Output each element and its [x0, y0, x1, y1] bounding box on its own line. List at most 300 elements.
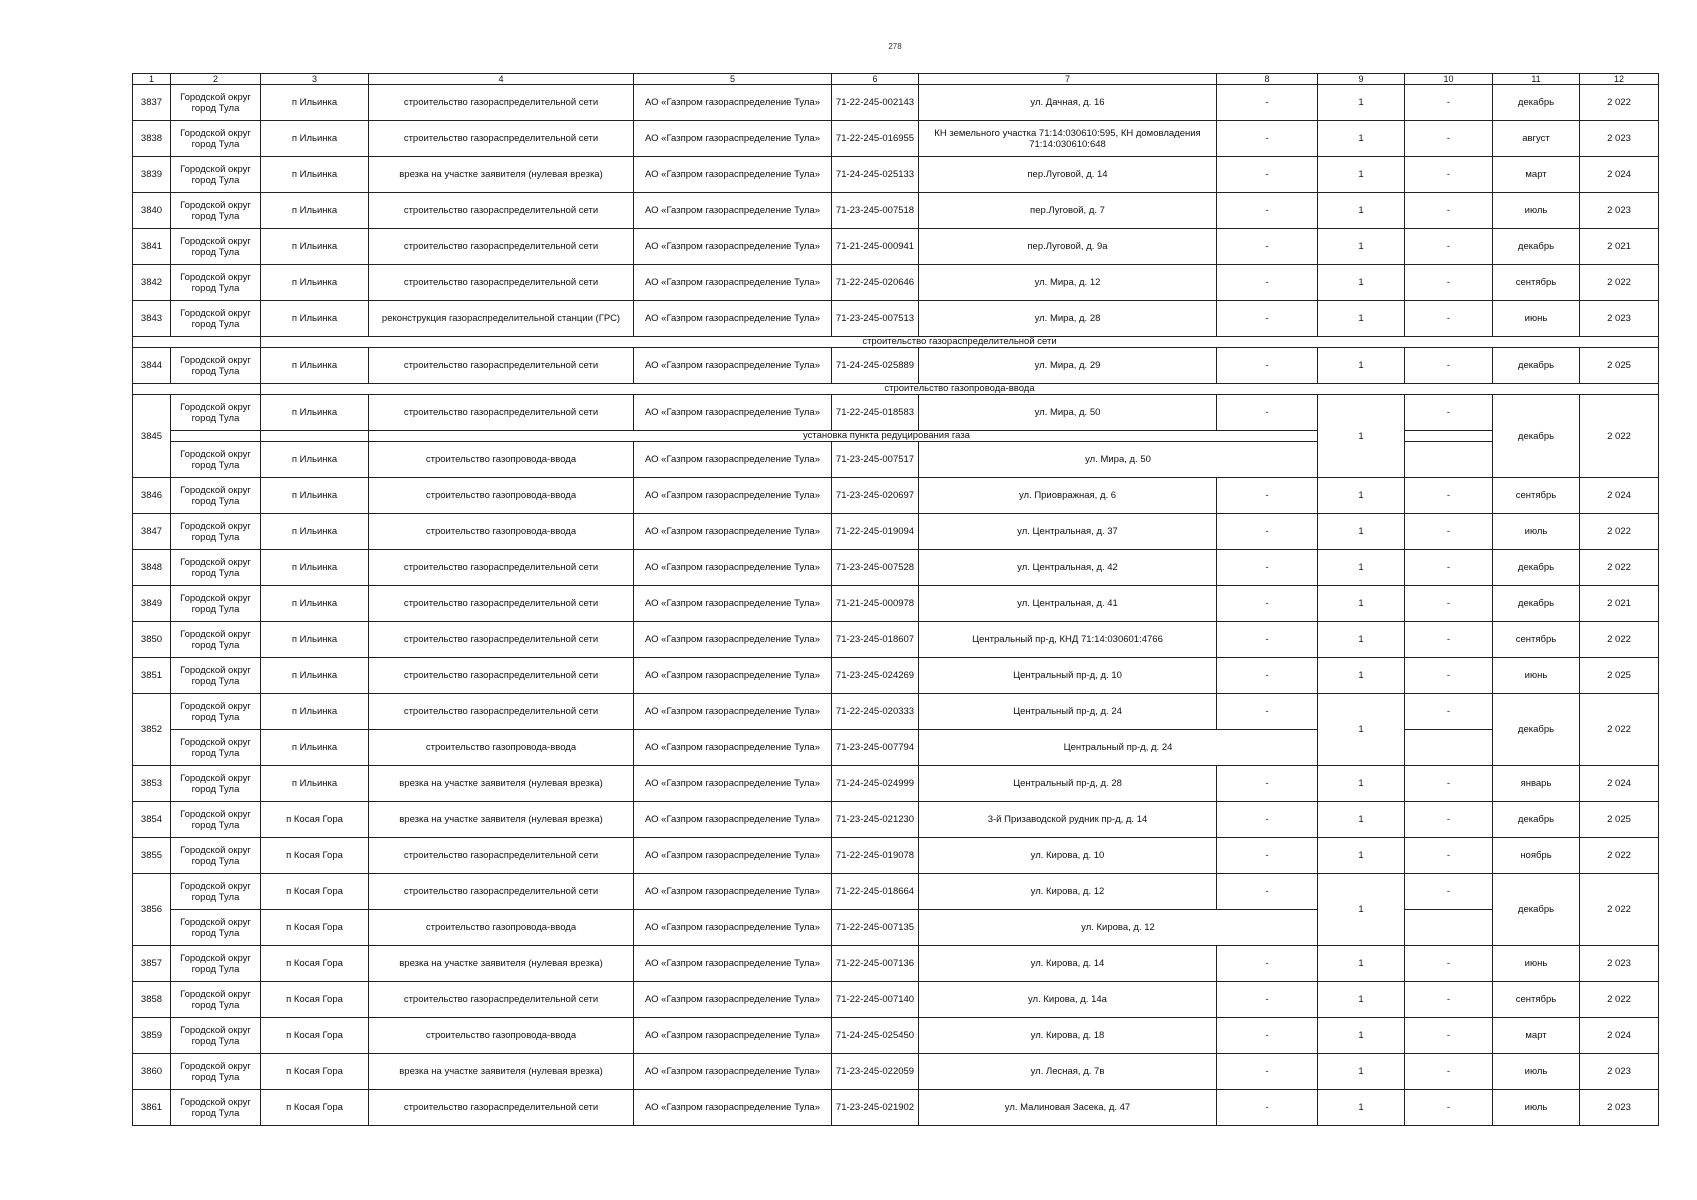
col8-cell: - [1217, 85, 1318, 121]
work-type-cell: строительство газораспределительной сети [369, 694, 634, 730]
organization-cell: АО «Газпром газораспределение Тула» [634, 442, 832, 478]
settlement-cell: п Косая Гора [261, 874, 369, 910]
month-cell: декабрь [1493, 694, 1580, 766]
district-cell: Городской округ город Тула [171, 802, 261, 838]
year-cell: 2 023 [1580, 1090, 1659, 1126]
settlement-cell: п Ильинка [261, 514, 369, 550]
district-cell: Городской округ город Тула [171, 193, 261, 229]
address-cell: ул. Центральная, д. 37 [919, 514, 1217, 550]
col9-cell: 1 [1318, 514, 1405, 550]
row-number: 3856 [133, 874, 171, 946]
section-row [133, 337, 1659, 348]
col9-cell: 1 [1318, 265, 1405, 301]
month-cell: сентябрь [1493, 982, 1580, 1018]
settlement-cell: п Косая Гора [261, 1054, 369, 1090]
table-row [133, 395, 1659, 431]
col10-cell: - [1405, 622, 1493, 658]
organization-cell: АО «Газпром газораспределение Тула» [634, 874, 832, 910]
row-number: 3854 [133, 802, 171, 838]
column-header: 7 [919, 74, 1217, 85]
address-cell: ул. Кирова, д. 14а [919, 982, 1217, 1018]
address-cell: пер.Луговой, д. 9а [919, 229, 1217, 265]
district-cell: Городской округ город Тула [171, 586, 261, 622]
request-code-cell: 71-23-245-022059 [832, 1054, 919, 1090]
settlement-cell: п Косая Гора [261, 1018, 369, 1054]
settlement-cell: п Ильинка [261, 85, 369, 121]
col8-cell: - [1217, 874, 1318, 910]
month-cell: декабрь [1493, 348, 1580, 384]
year-cell: 2 023 [1580, 301, 1659, 337]
month-cell: декабрь [1493, 85, 1580, 121]
table-row [133, 121, 1659, 157]
request-code-cell: 71-23-245-007518 [832, 193, 919, 229]
col9-cell: 1 [1318, 802, 1405, 838]
request-code-cell: 71-22-245-002143 [832, 85, 919, 121]
table-row [133, 550, 1659, 586]
work-type-cell: врезка на участке заявителя (нулевая врезка) [369, 946, 634, 982]
district-cell: Городской округ город Тула [171, 766, 261, 802]
table-row [133, 946, 1659, 982]
request-code-cell: 71-24-245-025133 [832, 157, 919, 193]
address-cell: ул. Мира, д. 12 [919, 265, 1217, 301]
month-cell: июнь [1493, 946, 1580, 982]
month-cell: декабрь [1493, 802, 1580, 838]
organization-cell: АО «Газпром газораспределение Тула» [634, 478, 832, 514]
year-cell: 2 023 [1580, 946, 1659, 982]
section-row [133, 431, 1659, 442]
col10-cell: - [1405, 478, 1493, 514]
col9-cell: 1 [1318, 694, 1405, 766]
col8-cell: - [1217, 193, 1318, 229]
address-cell: ул. Центральная, д. 41 [919, 586, 1217, 622]
row-number: 3845 [133, 395, 171, 478]
column-header: 12 [1580, 74, 1659, 85]
year-cell: 2 021 [1580, 229, 1659, 265]
request-code-cell: 71-22-245-007140 [832, 982, 919, 1018]
column-header: 4 [369, 74, 634, 85]
col9-cell: 1 [1318, 982, 1405, 1018]
col10-cell: - [1405, 121, 1493, 157]
year-cell: 2 023 [1580, 121, 1659, 157]
col8-cell: - [1217, 1018, 1318, 1054]
address-cell: ул. Мира, д. 28 [919, 301, 1217, 337]
district-cell: Городской округ город Тула [171, 622, 261, 658]
work-type-cell: реконструкция газораспределительной станции (ГРС) [369, 301, 634, 337]
year-cell: 2 024 [1580, 157, 1659, 193]
table-row [133, 874, 1659, 910]
request-code-cell: 71-23-245-021230 [832, 802, 919, 838]
blank-cell [171, 431, 261, 442]
col10-cell: - [1405, 658, 1493, 694]
month-cell: март [1493, 157, 1580, 193]
year-cell: 2 022 [1580, 514, 1659, 550]
request-code-cell: 71-23-245-007513 [832, 301, 919, 337]
district-cell: Городской округ город Тула [171, 301, 261, 337]
work-type-cell: строительство газопровода-ввода [369, 1018, 634, 1054]
request-code-cell: 71-23-245-024269 [832, 658, 919, 694]
col10-cell: - [1405, 550, 1493, 586]
col10-cell: - [1405, 85, 1493, 121]
blank-cell [133, 384, 261, 395]
organization-cell: АО «Газпром газораспределение Тула» [634, 1090, 832, 1126]
table-row [133, 514, 1659, 550]
col10-cell: - [1405, 586, 1493, 622]
col9-cell: 1 [1318, 301, 1405, 337]
col9-cell: 1 [1318, 121, 1405, 157]
column-header: 8 [1217, 74, 1318, 85]
work-type-cell: строительство газораспределительной сети [369, 550, 634, 586]
row-number: 3844 [133, 348, 171, 384]
col8-cell: - [1217, 658, 1318, 694]
district-cell: Городской округ город Тула [171, 982, 261, 1018]
settlement-cell: п Ильинка [261, 157, 369, 193]
column-header: 3 [261, 74, 369, 85]
row-number: 3850 [133, 622, 171, 658]
row-number: 3837 [133, 85, 171, 121]
col9-cell: 1 [1318, 586, 1405, 622]
col8-cell: - [1217, 694, 1318, 730]
address-cell: ул. Мира, д. 50 [919, 442, 1318, 478]
col8-cell: - [1217, 157, 1318, 193]
table-row [133, 442, 1659, 478]
row-number: 3849 [133, 586, 171, 622]
col8-cell: - [1217, 622, 1318, 658]
column-header: 6 [832, 74, 919, 85]
address-cell: ул. Кирова, д. 12 [919, 874, 1217, 910]
column-header: 9 [1318, 74, 1405, 85]
col8-cell: - [1217, 982, 1318, 1018]
table-row [133, 766, 1659, 802]
settlement-cell: п Ильинка [261, 301, 369, 337]
col10-cell: - [1405, 1090, 1493, 1126]
table-row [133, 838, 1659, 874]
col9-cell: 1 [1318, 478, 1405, 514]
request-code-cell: 71-23-245-007528 [832, 550, 919, 586]
settlement-cell: п Ильинка [261, 121, 369, 157]
address-cell: ул. Кирова, д. 10 [919, 838, 1217, 874]
address-cell: ул. Кирова, д. 14 [919, 946, 1217, 982]
request-code-cell: 71-22-245-007136 [832, 946, 919, 982]
month-cell: июль [1493, 193, 1580, 229]
col8-cell: - [1217, 395, 1318, 431]
col8-cell: - [1217, 1054, 1318, 1090]
col8-cell: - [1217, 514, 1318, 550]
col9-cell: 1 [1318, 1090, 1405, 1126]
organization-cell: АО «Газпром газораспределение Тула» [634, 348, 832, 384]
year-cell: 2 022 [1580, 85, 1659, 121]
table-row [133, 478, 1659, 514]
organization-cell: АО «Газпром газораспределение Тула» [634, 586, 832, 622]
year-cell: 2 022 [1580, 694, 1659, 766]
col9-cell: 1 [1318, 229, 1405, 265]
organization-cell: АО «Газпром газораспределение Тула» [634, 838, 832, 874]
settlement-cell: п Косая Гора [261, 946, 369, 982]
work-type-cell: строительство газораспределительной сети [369, 874, 634, 910]
settlement-cell: п Косая Гора [261, 910, 369, 946]
address-cell: ул. Малиновая Засека, д. 47 [919, 1090, 1217, 1126]
request-code-cell: 71-23-245-020697 [832, 478, 919, 514]
organization-cell: АО «Газпром газораспределение Тула» [634, 550, 832, 586]
section-label: строительство газораспределительной сети [261, 337, 1659, 348]
district-cell: Городской округ город Тула [171, 730, 261, 766]
row-number: 3859 [133, 1018, 171, 1054]
table-row [133, 229, 1659, 265]
work-type-cell: строительство газораспределительной сети [369, 265, 634, 301]
col10-cell: - [1405, 301, 1493, 337]
address-cell: Центральный пр-д, КНД 71:14:030601:4766 [919, 622, 1217, 658]
col9-cell: 1 [1318, 85, 1405, 121]
district-cell: Городской округ город Тула [171, 658, 261, 694]
col8-cell: - [1217, 1090, 1318, 1126]
address-cell: ул. Лесная, д. 7в [919, 1054, 1217, 1090]
table-row [133, 85, 1659, 121]
col8-cell: - [1217, 766, 1318, 802]
col8-cell: - [1217, 265, 1318, 301]
organization-cell: АО «Газпром газораспределение Тула» [634, 514, 832, 550]
row-number: 3853 [133, 766, 171, 802]
organization-cell: АО «Газпром газораспределение Тула» [634, 395, 832, 431]
organization-cell: АО «Газпром газораспределение Тула» [634, 1054, 832, 1090]
organization-cell: АО «Газпром газораспределение Тула» [634, 766, 832, 802]
column-header: 2 [171, 74, 261, 85]
work-type-cell: врезка на участке заявителя (нулевая врезка) [369, 157, 634, 193]
col9-cell: 1 [1318, 622, 1405, 658]
district-cell: Городской округ город Тула [171, 348, 261, 384]
month-cell: сентябрь [1493, 265, 1580, 301]
district-cell: Городской округ город Тула [171, 694, 261, 730]
month-cell: июнь [1493, 658, 1580, 694]
request-code-cell: 71-23-245-021902 [832, 1090, 919, 1126]
section-label: установка пункта редуцирования газа [369, 431, 1405, 442]
col9-cell: 1 [1318, 1018, 1405, 1054]
organization-cell: АО «Газпром газораспределение Тула» [634, 193, 832, 229]
col10-cell: - [1405, 395, 1493, 431]
work-type-cell: строительство газопровода-ввода [369, 910, 634, 946]
col8-cell: - [1217, 802, 1318, 838]
request-code-cell: 71-24-245-024999 [832, 766, 919, 802]
request-code-cell: 71-22-245-020333 [832, 694, 919, 730]
year-cell: 2 025 [1580, 802, 1659, 838]
organization-cell: АО «Газпром газораспределение Тула» [634, 694, 832, 730]
col9-cell: 1 [1318, 1054, 1405, 1090]
settlement-cell: п Косая Гора [261, 802, 369, 838]
district-cell: Городской округ город Тула [171, 874, 261, 910]
col10-cell: - [1405, 1018, 1493, 1054]
month-cell: июль [1493, 514, 1580, 550]
request-code-cell: 71-23-245-007517 [832, 442, 919, 478]
work-type-cell: врезка на участке заявителя (нулевая врезка) [369, 1054, 634, 1090]
month-cell: август [1493, 121, 1580, 157]
month-cell: декабрь [1493, 586, 1580, 622]
request-code-cell: 71-21-245-000941 [832, 229, 919, 265]
request-code-cell: 71-22-245-018583 [832, 395, 919, 431]
table-row [133, 348, 1659, 384]
district-cell: Городской округ город Тула [171, 838, 261, 874]
request-code-cell: 71-24-245-025450 [832, 1018, 919, 1054]
year-cell: 2 024 [1580, 1018, 1659, 1054]
year-cell: 2 022 [1580, 265, 1659, 301]
col8-cell: - [1217, 301, 1318, 337]
request-code-cell: 71-22-245-019094 [832, 514, 919, 550]
col9-cell: 1 [1318, 874, 1405, 946]
address-cell: пер.Луговой, д. 7 [919, 193, 1217, 229]
col10-cell: - [1405, 838, 1493, 874]
work-type-cell: строительство газораспределительной сети [369, 838, 634, 874]
month-cell: июнь [1493, 301, 1580, 337]
table-row [133, 910, 1659, 946]
col9-cell: 1 [1318, 157, 1405, 193]
settlement-cell: п Ильинка [261, 694, 369, 730]
organization-cell: АО «Газпром газораспределение Тула» [634, 265, 832, 301]
year-cell: 2 025 [1580, 658, 1659, 694]
col9-cell: 1 [1318, 395, 1405, 478]
table-row [133, 586, 1659, 622]
col10-cell: - [1405, 874, 1493, 910]
address-cell: пер.Луговой, д. 14 [919, 157, 1217, 193]
district-cell: Городской округ город Тула [171, 121, 261, 157]
column-header: 1 [133, 74, 171, 85]
col10-cell: - [1405, 348, 1493, 384]
address-cell: ул. Дачная, д. 16 [919, 85, 1217, 121]
organization-cell: АО «Газпром газораспределение Тула» [634, 157, 832, 193]
year-cell: 2 022 [1580, 622, 1659, 658]
settlement-cell: п Косая Гора [261, 1090, 369, 1126]
gasification-table [132, 73, 1659, 1126]
year-cell: 2 022 [1580, 982, 1659, 1018]
blank-cell [1405, 442, 1493, 478]
organization-cell: АО «Газпром газораспределение Тула» [634, 658, 832, 694]
col9-cell: 1 [1318, 193, 1405, 229]
settlement-cell: п Ильинка [261, 348, 369, 384]
col10-cell: - [1405, 946, 1493, 982]
work-type-cell: строительство газораспределительной сети [369, 658, 634, 694]
district-cell: Городской округ город Тула [171, 395, 261, 431]
col10-cell: - [1405, 265, 1493, 301]
settlement-cell: п Ильинка [261, 229, 369, 265]
work-type-cell: строительство газораспределительной сети [369, 622, 634, 658]
work-type-cell: строительство газопровода-ввода [369, 442, 634, 478]
address-cell: ул. Центральная, д. 42 [919, 550, 1217, 586]
address-cell: КН земельного участка 71:14:030610:595, КН домовладения 71:14:030610:648 [919, 121, 1217, 157]
year-cell: 2 021 [1580, 586, 1659, 622]
address-cell: Центральный пр-д, д. 24 [919, 694, 1217, 730]
work-type-cell: строительство газопровода-ввода [369, 514, 634, 550]
address-cell: ул. Мира, д. 50 [919, 395, 1217, 431]
row-number: 3848 [133, 550, 171, 586]
col10-cell: - [1405, 514, 1493, 550]
col10-cell: - [1405, 1054, 1493, 1090]
col8-cell: - [1217, 121, 1318, 157]
month-cell: июль [1493, 1054, 1580, 1090]
district-cell: Городской округ город Тула [171, 514, 261, 550]
col9-cell: 1 [1318, 946, 1405, 982]
col8-cell: - [1217, 586, 1318, 622]
month-cell: сентябрь [1493, 622, 1580, 658]
address-cell: Центральный пр-д, д. 10 [919, 658, 1217, 694]
row-number: 3861 [133, 1090, 171, 1126]
row-number: 3857 [133, 946, 171, 982]
month-cell: декабрь [1493, 395, 1580, 478]
work-type-cell: строительство газораспределительной сети [369, 586, 634, 622]
month-cell: декабрь [1493, 229, 1580, 265]
request-code-cell: 71-22-245-016955 [832, 121, 919, 157]
col10-cell: - [1405, 766, 1493, 802]
col10-cell: - [1405, 802, 1493, 838]
organization-cell: АО «Газпром газораспределение Тула» [634, 946, 832, 982]
settlement-cell: п Ильинка [261, 766, 369, 802]
request-code-cell: 71-23-245-007794 [832, 730, 919, 766]
header-row [133, 74, 1659, 85]
table-row [133, 1018, 1659, 1054]
settlement-cell: п Ильинка [261, 550, 369, 586]
year-cell: 2 024 [1580, 478, 1659, 514]
address-cell: Центральный пр-д, д. 28 [919, 766, 1217, 802]
blank-cell [1405, 730, 1493, 766]
month-cell: декабрь [1493, 874, 1580, 946]
district-cell: Городской округ город Тула [171, 1018, 261, 1054]
col10-cell: - [1405, 982, 1493, 1018]
year-cell: 2 022 [1580, 838, 1659, 874]
work-type-cell: врезка на участке заявителя (нулевая врезка) [369, 802, 634, 838]
settlement-cell: п Ильинка [261, 622, 369, 658]
table-row [133, 802, 1659, 838]
col10-cell: - [1405, 694, 1493, 730]
blank-cell [1405, 431, 1493, 442]
col9-cell: 1 [1318, 550, 1405, 586]
request-code-cell: 71-22-245-020646 [832, 265, 919, 301]
address-cell: 3-й Призаводской рудник пр-д, д. 14 [919, 802, 1217, 838]
table-row [133, 694, 1659, 730]
col9-cell: 1 [1318, 766, 1405, 802]
work-type-cell: строительство газораспределительной сети [369, 348, 634, 384]
settlement-cell: п Косая Гора [261, 838, 369, 874]
year-cell: 2 022 [1580, 550, 1659, 586]
organization-cell: АО «Газпром газораспределение Тула» [634, 121, 832, 157]
work-type-cell: строительство газораспределительной сети [369, 982, 634, 1018]
month-cell: июль [1493, 1090, 1580, 1126]
request-code-cell: 71-22-245-007135 [832, 910, 919, 946]
settlement-cell: п Ильинка [261, 478, 369, 514]
work-type-cell: врезка на участке заявителя (нулевая врезка) [369, 766, 634, 802]
year-cell: 2 025 [1580, 348, 1659, 384]
year-cell: 2 023 [1580, 193, 1659, 229]
work-type-cell: строительство газораспределительной сети [369, 121, 634, 157]
district-cell: Городской округ город Тула [171, 910, 261, 946]
col8-cell: - [1217, 348, 1318, 384]
table-row [133, 301, 1659, 337]
col9-cell: 1 [1318, 658, 1405, 694]
address-cell: ул. Кирова, д. 18 [919, 1018, 1217, 1054]
request-code-cell: 71-22-245-019078 [832, 838, 919, 874]
district-cell: Городской округ город Тула [171, 1054, 261, 1090]
work-type-cell: строительство газопровода-ввода [369, 478, 634, 514]
blank-cell [261, 431, 369, 442]
row-number: 3841 [133, 229, 171, 265]
row-number: 3851 [133, 658, 171, 694]
year-cell: 2 022 [1580, 874, 1659, 946]
row-number: 3860 [133, 1054, 171, 1090]
row-number: 3847 [133, 514, 171, 550]
section-row [133, 384, 1659, 395]
request-code-cell: 71-21-245-000978 [832, 586, 919, 622]
col8-cell: - [1217, 550, 1318, 586]
month-cell: декабрь [1493, 550, 1580, 586]
address-cell: ул. Приовражная, д. 6 [919, 478, 1217, 514]
month-cell: ноябрь [1493, 838, 1580, 874]
settlement-cell: п Ильинка [261, 442, 369, 478]
settlement-cell: п Ильинка [261, 395, 369, 431]
district-cell: Городской округ город Тула [171, 946, 261, 982]
